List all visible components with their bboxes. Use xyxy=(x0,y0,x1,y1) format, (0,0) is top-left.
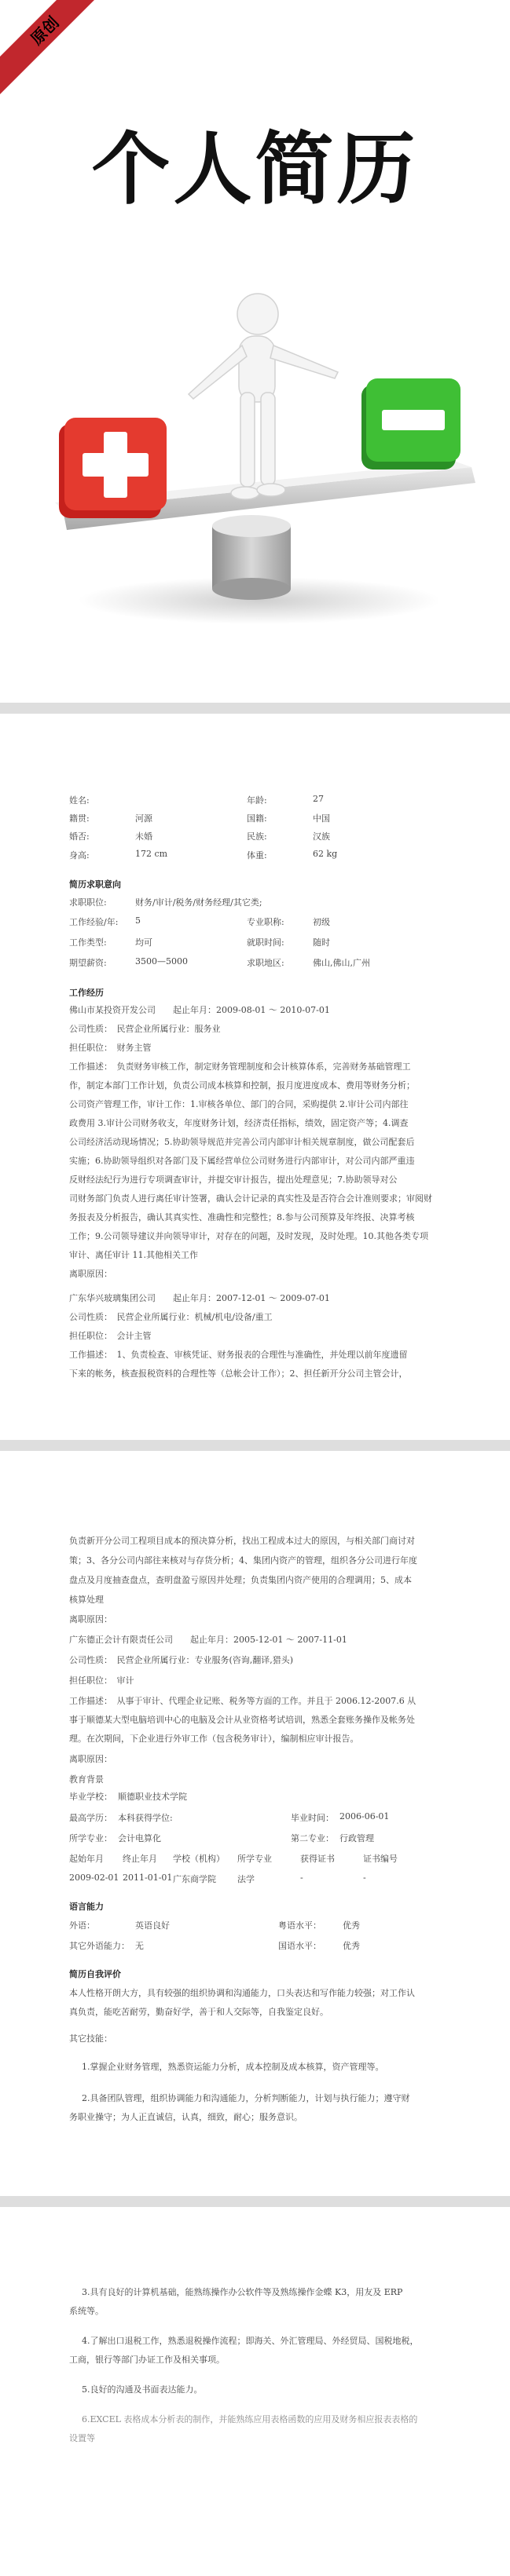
job-value: 财务/审计/税务/财务经理/其它类; xyxy=(135,897,262,908)
job-description-line: 政费用 3.审计公司财务收支，年度财务计划，经济责任指标，绩效，固定资产等；4.调查 xyxy=(69,1118,409,1128)
cantonese-value: 优秀 xyxy=(343,1920,360,1931)
height-value: 172 cm xyxy=(135,849,168,859)
job-position: 担任职位： 会计主管 xyxy=(69,1331,152,1341)
skill-line: 设置等 xyxy=(69,2433,95,2443)
type-value: 均可 xyxy=(135,937,152,948)
job-description-line: 作，制定本部门工作计划，负责公司成本核算和控制，报月度进度成本、费用等财务分析； xyxy=(69,1080,415,1091)
hometown-value: 河源 xyxy=(135,813,152,824)
cantonese-label: 粤语水平： xyxy=(278,1920,321,1931)
nationality-label: 国籍: xyxy=(247,813,267,824)
table-cell: 法学 xyxy=(237,1874,255,1884)
table-cell: 2009-02-01 xyxy=(69,1873,119,1883)
job-description-line: 实施；6.协助领导组织对各部门及下属经营单位公司财务进行内部审计，对公司内部严重违 xyxy=(69,1156,415,1166)
job-description-line: 核算处理 xyxy=(69,1595,104,1605)
title-value: 初级 xyxy=(313,917,330,927)
arrival-value: 随时 xyxy=(313,937,330,948)
company-nature: 公司性质： 民营企业所属行业：服务业 xyxy=(69,1024,221,1034)
job-description-line: 工作；9.公司领导建议并向领导审计，对存在的问题，及时发现，及时处理。10.其他各类专项 xyxy=(69,1231,428,1241)
job-description-line: 事于顺德某大型电脑培训中心的电脑及会计从业资格考试培训，熟悉全套账务操作及帐务处 xyxy=(69,1715,415,1725)
ethnicity-value: 汉族 xyxy=(313,831,330,842)
graduation-label: 毕业时间： xyxy=(291,1813,334,1823)
job-description-line: 盘点及月度抽查盘点，查明盘盈亏原因并处理；负责集团内资产使用的合理调用；5、成本 xyxy=(69,1575,412,1585)
skill-line: 1.掌握企业财务管理，熟悉资运能力分析，成本控制及成本核算，资产管理等。 xyxy=(82,2062,384,2072)
salary-label: 期望薪资: xyxy=(69,958,107,968)
company-nature: 公司性质： 民营企业所属行业：专业服务(咨询,翻译,猎头) xyxy=(69,1655,294,1665)
leave-reason: 离职原因： xyxy=(69,1754,112,1764)
person-figure-icon xyxy=(189,294,338,499)
self-evaluation-line: 本人性格开朗大方，具有较强的组织协调和沟通能力，口头表达和写作能力较强；对工作认 xyxy=(69,1988,415,1998)
page-separator xyxy=(0,703,510,714)
original-banner xyxy=(0,0,94,94)
age-value: 27 xyxy=(313,794,324,804)
salary-value: 3500—5000 xyxy=(135,956,188,966)
job-description-line: 工作描述： 从事于审计、代理企业记账、税务等方面的工作。并且于 2006.12-2007.6 从 xyxy=(69,1696,416,1706)
title-label: 专业职称: xyxy=(247,917,284,927)
job-description-line: 理。在次期间，下企业进行外审工作（包含税务审计），编制相应审计报告。 xyxy=(69,1734,359,1744)
job-position: 担任职位： 审计 xyxy=(69,1675,134,1686)
page-title: 个人简历 xyxy=(91,123,419,215)
job-description-line: 务报表及分析报告，确认其真实性、准确性和完整性；8.参与公司预算及年终报、决算考核 xyxy=(69,1212,415,1222)
name-label: 姓名: xyxy=(69,795,90,806)
age-label: 年龄: xyxy=(247,795,267,806)
company-line: 佛山市某投资开发公司 起止年月：2009-08-01 ～ 2010-07-01 xyxy=(69,1005,330,1015)
mandarin-value: 优秀 xyxy=(343,1941,360,1951)
minor-value: 行政管理 xyxy=(339,1833,374,1843)
job-description-line: 负责新开分公司工程项目成本的预决算分析，找出工程成本过大的原因，与相关部门商讨对 xyxy=(69,1536,415,1546)
hometown-label: 籍贯: xyxy=(69,813,90,824)
major-label: 所学专业： xyxy=(69,1833,112,1843)
job-description-line: 反财经法纪行为进行专项调查审计，并提交审计报告，提出处理意见；7.协助领导对公 xyxy=(69,1175,398,1185)
leave-reason: 离职原因： xyxy=(69,1614,112,1624)
degree-label: 最高学历： xyxy=(69,1813,112,1823)
table-header-cell: 证书编号 xyxy=(363,1854,398,1864)
table-cell: 2011-01-01 xyxy=(123,1873,173,1883)
years-value: 5 xyxy=(135,915,141,926)
section-heading: 简历自我评价 xyxy=(69,1969,121,1979)
job-description-line: 公司资产管理工作，审计工作：1.审核各单位、部门的合同，采购提供 2.审计公司内部往 xyxy=(69,1099,409,1109)
other-language-value: 无 xyxy=(135,1941,144,1951)
table-cell: - xyxy=(300,1873,303,1883)
skill-line: 工商，银行等部门办证工作及相关事项。 xyxy=(69,2355,225,2365)
job-label: 求职职位: xyxy=(69,897,107,908)
table-cell: - xyxy=(363,1873,366,1883)
balance-illustration xyxy=(47,290,487,636)
table-header-cell: 学校（机构） xyxy=(173,1854,225,1864)
marital-label: 婚否: xyxy=(69,831,90,842)
section-heading: 简历求职意向 xyxy=(69,879,121,890)
page-separator xyxy=(0,2196,510,2207)
skill-line: 4.了解出口退税工作，熟悉退税操作流程；即海关、外汇管理局、外经贸局、国税地税， xyxy=(82,2336,419,2346)
years-label: 工作经验/年: xyxy=(69,917,119,927)
company-nature: 公司性质： 民营企业所属行业：机械/机电/设备/重工 xyxy=(69,1312,273,1322)
table-header-cell: 获得证书 xyxy=(300,1854,335,1864)
table-header-cell: 终止年月 xyxy=(123,1854,157,1864)
ethnicity-label: 民族: xyxy=(247,831,267,842)
skill-line: 2.具备团队管理，组织协调能力和沟通能力，分析判断能力，计划与执行能力；遵守财 xyxy=(82,2093,410,2103)
height-label: 身高: xyxy=(69,850,90,860)
skill-line: 6.EXCEL 表格成本分析表的制作，并能熟练应用表格函数的应用及财务相应报表表格的 xyxy=(82,2414,418,2424)
weight-value: 62 kg xyxy=(313,849,338,859)
area-value: 佛山,佛山,广州 xyxy=(313,958,370,968)
banner-label: 原创 xyxy=(27,13,63,49)
other-skills-label: 其它技能： xyxy=(69,2033,112,2044)
table-header-cell: 所学专业 xyxy=(237,1854,272,1864)
graduation-value: 2006-06-01 xyxy=(339,1811,390,1821)
section-heading: 工作经历 xyxy=(69,988,104,998)
table-cell: 广东商学院 xyxy=(173,1874,216,1884)
job-description-line: 司财务部门负责人进行离任审计签署，确认会计记录的真实性及是否符合会计准则要求；审阅财 xyxy=(69,1193,432,1204)
section-heading: 语言能力 xyxy=(69,1902,104,1912)
foreign-language-label: 外语： xyxy=(69,1920,95,1931)
leave-reason: 离职原因： xyxy=(69,1269,112,1279)
plus-block-icon xyxy=(59,418,167,518)
other-language-label: 其它外语能力： xyxy=(69,1941,130,1951)
job-description-line: 工作描述： 负责财务审核工作，制定财务管理制度和会计核算体系，完善财务基础管理工 xyxy=(69,1061,411,1072)
skill-line: 务职业操守；为人正直诚信，认真，细致，耐心；服务意识。 xyxy=(69,2112,303,2122)
skill-line: 3.具有良好的计算机基础，能熟练操作办公软件等及熟练操作金蝶 K3，用友及 ERP xyxy=(82,2287,403,2297)
major-value: 会计电算化 xyxy=(118,1833,161,1843)
nationality-value: 中国 xyxy=(313,813,330,824)
company-line: 广东德正会计有限责任公司 起止年月：2005-12-01 ～ 2007-11-01 xyxy=(69,1635,347,1645)
type-label: 工作类型: xyxy=(69,937,107,948)
section-heading: 教育背景 xyxy=(69,1774,104,1785)
table-header-cell: 起始年月 xyxy=(69,1854,104,1864)
page-separator xyxy=(0,1440,510,1451)
school-value: 顺德职业技术学院 xyxy=(118,1792,187,1802)
job-description-line: 审计、离任审计 11.其他相关工作 xyxy=(69,1250,198,1260)
job-description-line: 工作描述： 1、负责检查、审核凭证、财务报表的合理性与准确性，并处理以前年度遗留 xyxy=(69,1350,408,1360)
weight-label: 体重: xyxy=(247,850,267,860)
skill-line: 5.良好的沟通及书面表达能力。 xyxy=(82,2384,203,2395)
skill-line: 系统等。 xyxy=(69,2306,104,2316)
arrival-label: 就职时间: xyxy=(247,937,284,948)
job-description-line: 下来的帐务，核查报税资料的合理性等（总帐会计工作）；2、担任新开分公司主管会计， xyxy=(69,1368,408,1379)
pivot-cylinder xyxy=(212,515,291,600)
school-label: 毕业学校： xyxy=(69,1792,112,1802)
area-label: 求职地区: xyxy=(247,958,284,968)
job-description-line: 策；3、各分公司内部往来核对与存货分析；4、集团内资产的管理，组织各分公司进行年度 xyxy=(69,1555,417,1566)
job-description-line: 公司经济活动现场情况；5.协助领导规范并完善公司内部审计相关规章制度，做公司配套后 xyxy=(69,1137,415,1147)
degree-value: 本科获得学位: xyxy=(118,1813,173,1823)
mandarin-label: 国语水平： xyxy=(278,1941,321,1951)
job-position: 担任职位： 财务主管 xyxy=(69,1043,152,1053)
minus-block-icon xyxy=(361,378,460,470)
self-evaluation-line: 真负责，能吃苦耐劳，勤奋好学，善于和人交际等，自我鉴定良好。 xyxy=(69,2007,328,2017)
minor-label: 第二专业： xyxy=(291,1833,334,1843)
marital-value: 未婚 xyxy=(135,831,152,842)
foreign-language-value: 英语良好 xyxy=(135,1920,170,1931)
company-line: 广东华兴玻璃集团公司 起止年月：2007-12-01 ～ 2009-07-01 xyxy=(69,1293,330,1303)
